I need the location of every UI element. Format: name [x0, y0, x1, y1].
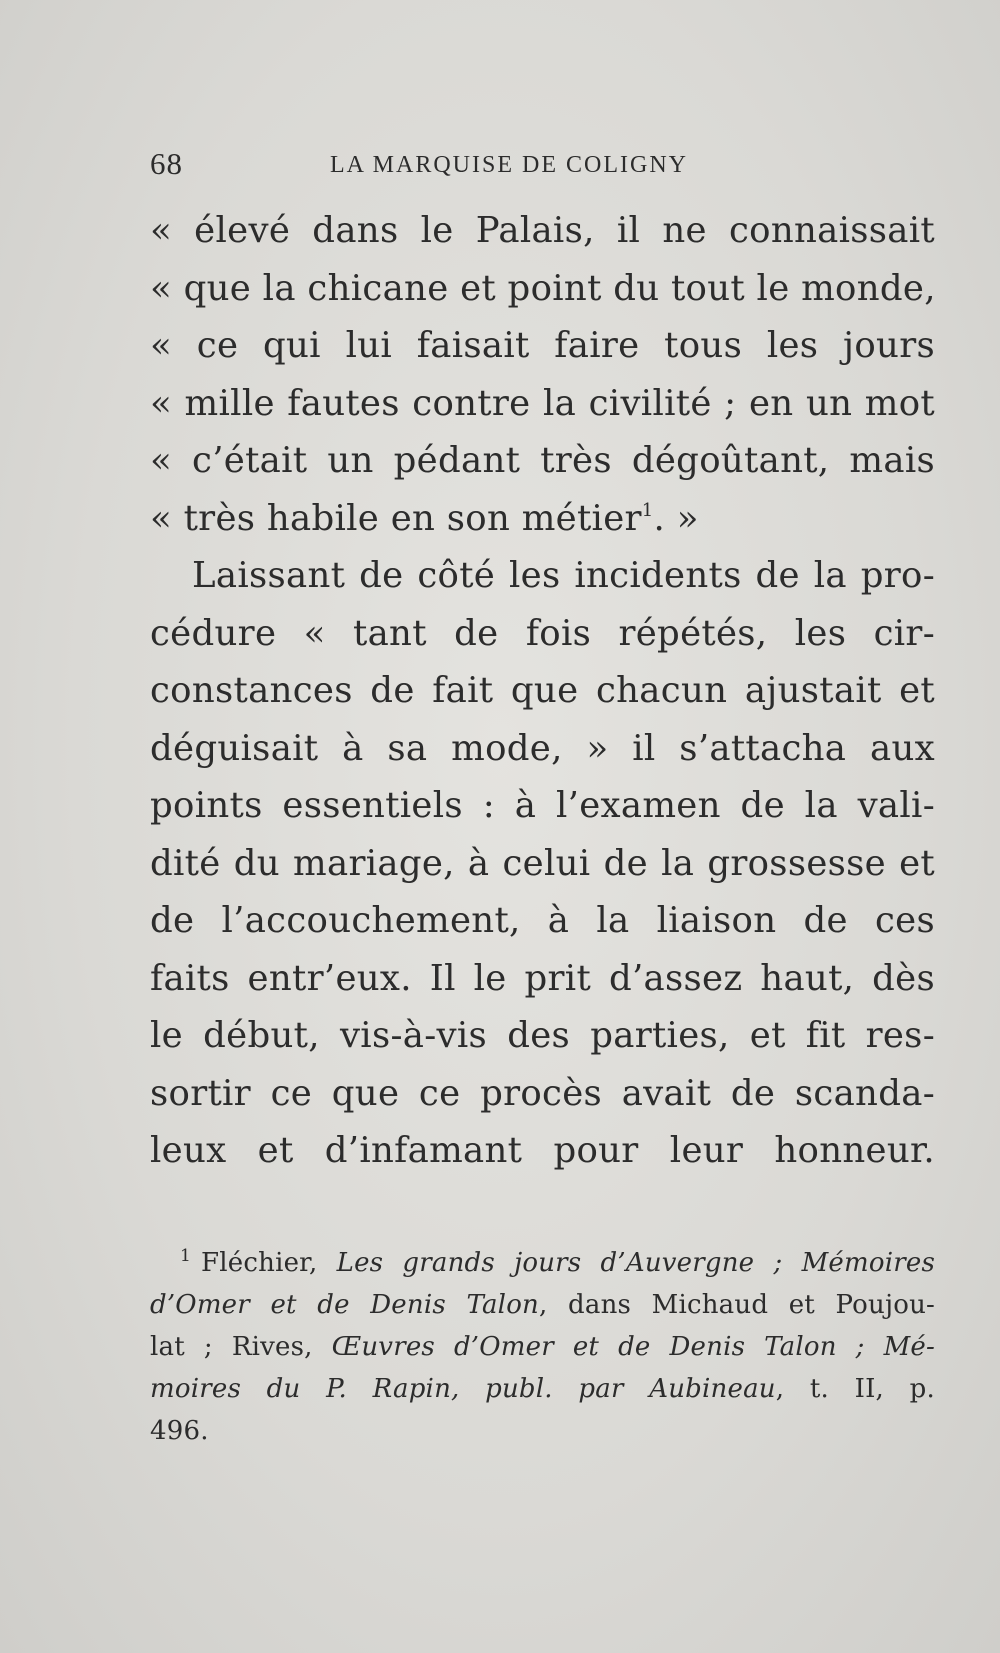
footnote-title: d’Omer et de Denis Talon: [150, 1289, 539, 1320]
footnotes: [150, 1242, 935, 1452]
text-line-with-note: [150, 490, 935, 548]
text-line: sortir ce que ce procès avait de scanda-: [150, 1072, 935, 1114]
text-line: « que la chicane et point du tout le monde,: [150, 267, 936, 309]
footnote-text: , t. II, p.: [775, 1373, 935, 1404]
book-page: [150, 140, 935, 1452]
body-text: [150, 202, 935, 1180]
footnote-title: Les grands jours d’Auvergne ; Mémoires: [336, 1247, 935, 1278]
footnote-text: , dans Michaud et Poujou-: [539, 1289, 936, 1320]
footnote-title: Œuvres d’Omer et de Denis Talon ; Mé-: [331, 1331, 935, 1362]
text-line: constances de fait que chacun ajustait et: [150, 670, 935, 711]
text-line: dité du mariage, à celui de la grossesse et: [150, 842, 935, 884]
text-line: « c’était un pédant très dégoûtant, mais: [150, 440, 935, 481]
text-line: leux et d’infamant pour leur honneur.: [150, 1130, 935, 1171]
footnote-reference[interactable]: 1: [641, 499, 654, 521]
footnote-title: moires du P. Rapin, publ. par Aubineau: [150, 1373, 776, 1404]
footnote-text: lat ; Rives,: [150, 1331, 332, 1362]
text-line: de l’accouchement, à la liaison de ces: [150, 900, 935, 941]
text-line: le début, vis-à-vis des parties, et fit res-: [150, 1015, 935, 1056]
text-line: cédure « tant de fois répétés, les cir-: [150, 612, 935, 654]
text-line: « mille fautes contre la civilité ; en un mot: [150, 382, 935, 424]
footnote-line: [150, 1284, 935, 1326]
closing-quote: . »: [653, 497, 699, 539]
text-line: faits entr’eux. Il le prit d’assez haut, dès: [150, 957, 935, 999]
text-line: points essentiels : à l’examen de la vali-: [150, 785, 935, 826]
footnote-marker: 1: [180, 1245, 192, 1266]
text-line: « très habile en son métier: [150, 497, 642, 539]
footnote-text: Fléchier,: [201, 1247, 337, 1278]
running-head: [150, 140, 935, 190]
paragraph-start-line: Laissant de côté les incidents de la pro-: [192, 555, 935, 596]
text-line: « élevé dans le Palais, il ne connaissait: [150, 210, 935, 251]
footnote-line: [150, 1326, 935, 1368]
footnote-line: [150, 1242, 935, 1284]
page-number: 68: [150, 146, 183, 181]
running-title: LA MARQUISE DE COLIGNY: [330, 152, 688, 178]
footnote-line: 496.: [150, 1415, 209, 1446]
text-line: « ce qui lui faisait faire tous les jours: [150, 325, 935, 366]
text-line: déguisait à sa mode, » il s’attacha aux: [150, 727, 935, 769]
footnote-line: [150, 1368, 935, 1410]
